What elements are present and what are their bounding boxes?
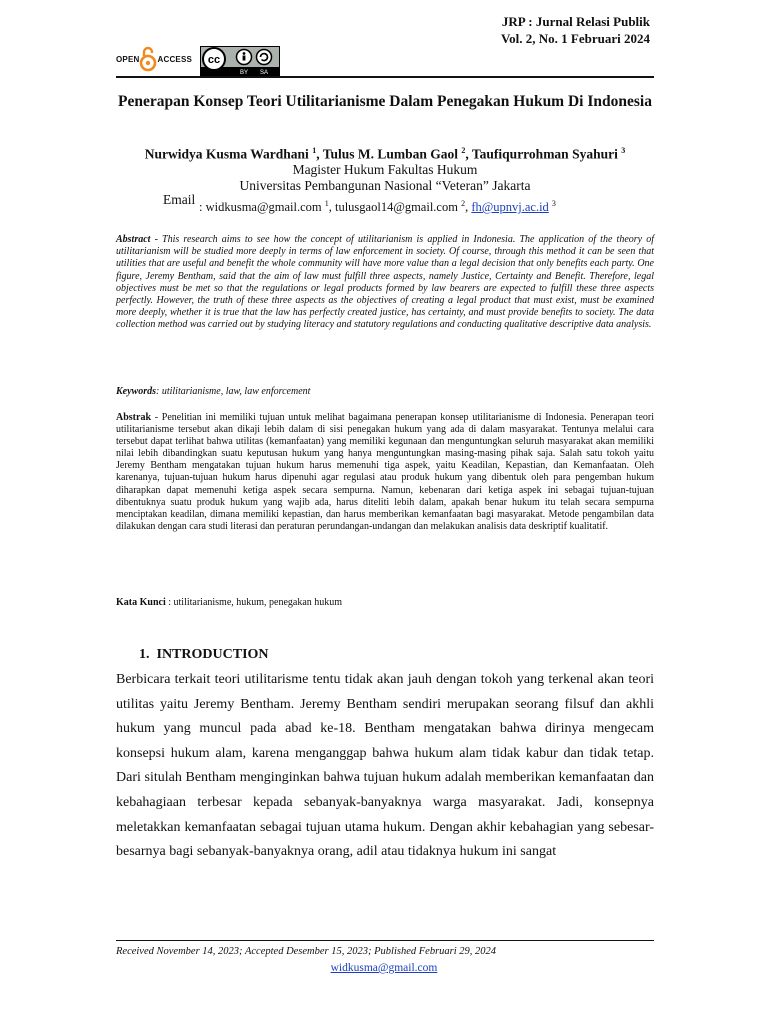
kata-kunci-label: Kata Kunci (116, 597, 166, 608)
paper-title: Penerapan Konsep Teori Utilitarianisme Dalam Penegakan Hukum Di Indonesia (118, 93, 652, 110)
abstract-indonesian (116, 412, 654, 533)
open-access-left-text: OPEN (116, 54, 140, 64)
author-affil-mark: 2 (461, 146, 466, 155)
email-address: , tulusgaol14@gmail.com (328, 200, 458, 215)
abstract-text: - This research aims to see how the concept of utilitarianism is applied in Indonesia. The application of the theory of utilitarianism will be studied more deeply in terms of law enforcement in society. Of course, through this method it can be seen that utilities that are useful and benefit the whole community will have more value than a legal decision that only benefits each party. One figure, Jeremy Bentham, said that the aim of law must fulfill three aspects, namely Justice, Certainty and Benefit. Therefore, legal objectives must be met so that the regulations or legal products formed by law bearers are expected to fulfill these three aspects perfectly. However, the truth of these three aspects as the objectives of creating a legal product that must exist, must be examined more deeply, whether it is true that the law has perfectly created justice, has certainty, and must provide benefits to society. The data collection method was carried out by studying literacy and statutory regulations and conducting qualitative descriptive data analysis. (116, 234, 654, 331)
kata-kunci-text: : utilitarianisme, hukum, penegakan hukum (165, 597, 343, 608)
email-separator: , (465, 200, 472, 215)
open-access-right-text: ACCESS (157, 54, 193, 64)
section-heading-introduction: 1. INTRODUCTION (139, 647, 269, 662)
author-name: Tulus M. Lumban Gaol (322, 146, 459, 162)
keywords-text: : utilitarianisme, law, law enforcement (156, 386, 311, 397)
affiliation-university: Universitas Pembangunan Nasional “Veteran” Jakarta (239, 178, 531, 193)
author-affil-mark: 1 (312, 146, 317, 155)
journal-name: JRP : Jurnal Relasi Publik (501, 14, 650, 29)
author-affil-mark: 3 (621, 146, 626, 155)
abstract-english (116, 234, 654, 332)
email-address: : widkusma@gmail.com (199, 200, 322, 215)
svg-text:cc: cc (207, 54, 221, 66)
cc-by-sa-license-icon (200, 46, 280, 76)
header-divider (116, 76, 654, 78)
open-access-logo (116, 46, 192, 72)
abstract-label: Abstract (116, 234, 151, 245)
introduction-paragraph: Berbicara terkait teori utilitarisme tentu tidak akan jauh dengan tokoh yang terkenal akan teori utilitas yaitu Jeremy Bentham. Jeremy Bentham sendiri merupakan seorang filsuf dan akhli hukum yang muncul pada abad ke-18. Bentham mengatakan bahwa dirinya mengecam konsepsi hukum alam, karena menganggap bahwa hukum alam tidak kabur dan tidak tetap. Dari situlah Bentham menginginkan bahwa tujuan hukum adalah memberikan kemanfaatan dan kebahagiaan terbesar kepada sebanyak-banyaknya warga masyarakat. Jadi, konsepnya meletakkan kemanfaatan sebagai tujuan utama hukum. Dengan akhir kebahagian yang sebesar-besarnya bagi sebanyak-banyaknya orang, adil atau tidaknya hukum ini sangat (116, 672, 654, 860)
email-mark: 2 (461, 199, 466, 208)
email-link[interactable]: fh@upnvj.ac.id (471, 200, 549, 215)
author-name: Taufiqurrohman Syahuri (471, 146, 618, 162)
cc-sa-label: SA (259, 70, 269, 76)
email-mark: 1 (324, 199, 329, 208)
author-list: Nurwidya Kusma Wardhani $^1$, Tulus M. Lumban Gaol $^2$, Taufiqurrohman Syahuri $^3$ (144, 146, 626, 162)
open-lock-icon (139, 46, 157, 72)
email-list (199, 199, 556, 215)
cc-by-label: BY (239, 70, 249, 76)
publication-dates: Received November 14, 2023; Accepted Desember 15, 2023; Published Februari 29, 2024 (116, 946, 497, 957)
abstrak-label: Abstrak (116, 412, 152, 423)
email-label: Email (163, 192, 196, 207)
author-name: Nurwidya Kusma Wardhani (144, 146, 309, 162)
keywords-english (116, 386, 654, 397)
email-mark: 3 (551, 199, 556, 208)
corresponding-email (0, 962, 768, 974)
affiliation-department: Magister Hukum Fakultas Hukum (292, 162, 478, 177)
abstrak-text: - Penelitian ini memiliki tujuan untuk melihat bagaimana penerapan konsep utilitarianisme di Indonesia. Penerapan teori utilitarianisme tersebut akan dikaji lebih dalam di sisi penegakan hukum yang ada di dalam masyarakat. Tentunya melalui cara tersebut dapat terlihat bahwa utilitas (kemanfaatan) yang memiliki kegunaan dan menguntungkan seluruh masyarakat akan memiliki nilai lebih dibandingkan suatu keputusan hukum yang hanya menguntungkan masing-masing pihak saja. Salah satu tokoh yaitu Jeremy Bentham mengatakan tujuan hukum harus memenuhi tiga aspek, yaitu Keadilan, Kepastian, dan Kemanfaatan. Oleh karenanya, tujuan-tujuan hukum harus dipenuhi agar regulasi atau produk hukum yang dibentuk oleh para pengemban hukum diharapkan dapat memenuhi ketiga aspek secara sempurna. Namun, kebenaran dari ketiga aspek ini sebagai tujuan-tujuan dibentuknya suatu produk hukum yang wajib ada, harus diteliti lebih dalam, apakah benar hukum itu telah secara sempurna menciptakan keadilan, dimana memiliki kepastian, dan harus memberikan kemanfaatan bagi masyarakat. Metode pengambilan data dilakukan dengan cara studi literasi dan peraturan perundangan-undangan dan melakukan analisis data deskriptif kualitatif. (116, 412, 654, 532)
keywords-label: Keywords (116, 386, 156, 397)
journal-volume: Vol. 2, No. 1 Februari 2024 (500, 31, 650, 46)
corresponding-email-link[interactable]: widkusma@gmail.com (330, 962, 438, 974)
keywords-indonesian (116, 597, 654, 608)
footer-divider (116, 940, 654, 941)
